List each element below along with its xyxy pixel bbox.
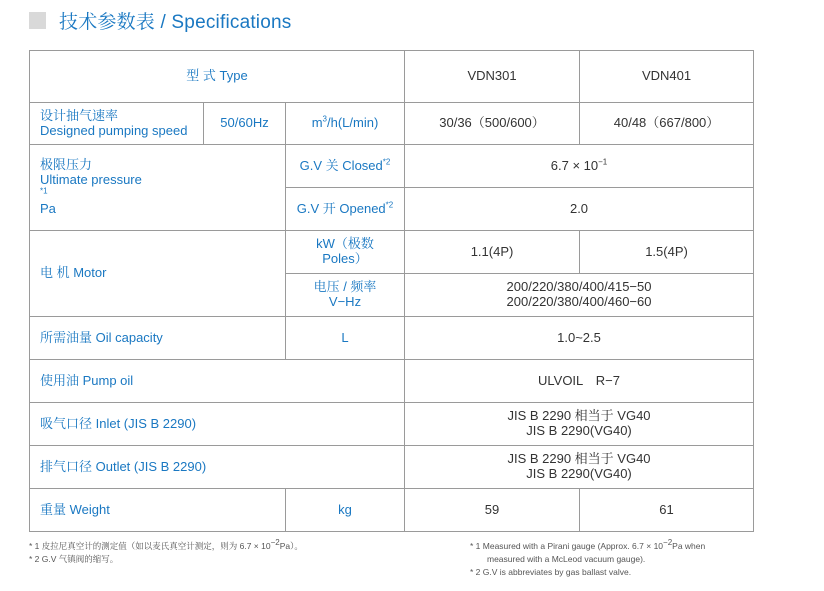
ultimate-pressure-label-cn: 极限压力 xyxy=(40,156,93,172)
model-vdn301: VDN301 xyxy=(405,51,580,103)
motor-voltage-label: 电压 / 频率 V−Hz xyxy=(286,274,405,317)
pump-oil-label: 使用油 Pump oil xyxy=(30,360,405,403)
pumping-speed-label xyxy=(30,103,204,145)
ultimate-pressure-label-en: Ultimate pressure $^{*1}$ Pa xyxy=(40,171,142,217)
model-vdn401: VDN401 xyxy=(580,51,754,103)
weight-unit: kg xyxy=(286,489,405,532)
pumping-speed-unit: $m^3/h(L/\min)$ xyxy=(286,103,405,145)
gv-opened-label: G.V 开 Opened$^{*2}$ xyxy=(286,188,405,231)
motor-kw-label: kW（极数 Poles） xyxy=(286,231,405,274)
table-row xyxy=(30,317,754,360)
oil-capacity-label: 所需油量 Oil capacity xyxy=(30,317,286,360)
page-header xyxy=(29,9,291,31)
table-row xyxy=(30,51,754,103)
oil-capacity-unit: L xyxy=(286,317,405,360)
table-row xyxy=(30,231,754,274)
pumping-speed-vdn401: 40/48（667/800） xyxy=(580,103,754,145)
table-row xyxy=(30,103,754,145)
footnote-2-cn: * 2 G.V 气镇阀的缩写。 xyxy=(29,554,119,564)
inlet-value: JIS B 2290 相当于 VG40 JIS B 2290(VG40) xyxy=(405,403,754,446)
footnote-2-en: * 2 G.V is abbreviates by gas ballast valve. xyxy=(470,567,632,577)
gv-opened-value: 2.0 xyxy=(405,188,754,231)
weight-vdn401: 61 xyxy=(580,489,754,532)
footnotes-en xyxy=(470,540,770,579)
pumping-speed-label-en: Designed pumping speed xyxy=(40,122,188,138)
specifications-table xyxy=(29,50,754,532)
type-header: 型 式 Type xyxy=(30,51,405,103)
page-title: 技术参数表 / Specifications xyxy=(59,11,292,33)
motor-kw-vdn301: 1.1(4P) xyxy=(405,231,580,274)
inlet-label: 吸气口径 Inlet (JIS B 2290) xyxy=(30,403,405,446)
outlet-value: JIS B 2290 相当于 VG40 JIS B 2290(VG40) xyxy=(405,446,754,489)
table-row xyxy=(30,403,754,446)
pumping-speed-frequency: 50/60Hz xyxy=(204,103,286,145)
pumping-speed-vdn301: 30/36（500/600） xyxy=(405,103,580,145)
footnote-1-cn: * 1 皮拉尼真空计的测定值（如以麦氏真空计测定，则为 $6.7 \times 10^{-2}Pa$）。 xyxy=(29,538,303,551)
gv-closed-label: G.V 关 Closed$^{*2}$ xyxy=(286,145,405,188)
gv-closed-value: $6.7 \times 10^{-1}$ xyxy=(405,145,754,188)
pumping-speed-label-cn: 设计抽气速率 xyxy=(40,107,119,123)
motor-kw-vdn401: 1.5(4P) xyxy=(580,231,754,274)
table-row xyxy=(30,446,754,489)
weight-label: 重量 Weight xyxy=(30,489,286,532)
footnotes-cn xyxy=(29,540,449,566)
footnote-1-en: * 1 Measured with a Pirani gauge (Approx. $6.7 \times 10^{-2}Pa$ when xyxy=(470,538,706,551)
motor-label: 电 机 Motor xyxy=(30,231,286,317)
motor-voltage-value: 200/220/380/400/415−50 200/220/380/400/460−60 xyxy=(405,274,754,317)
footnote-1-en-continued: measured with a McLeod vacuum gauge). xyxy=(487,554,646,564)
weight-vdn301: 59 xyxy=(405,489,580,532)
table-row xyxy=(30,489,754,532)
oil-capacity-value: 1.0~2.5 xyxy=(405,317,754,360)
ultimate-pressure-label xyxy=(30,145,286,231)
table-row xyxy=(30,145,754,188)
header-square-icon xyxy=(29,12,46,29)
outlet-label: 排气口径 Outlet (JIS B 2290) xyxy=(30,446,405,489)
pump-oil-value: ULVOIL R−7 xyxy=(405,360,754,403)
table-row xyxy=(30,360,754,403)
